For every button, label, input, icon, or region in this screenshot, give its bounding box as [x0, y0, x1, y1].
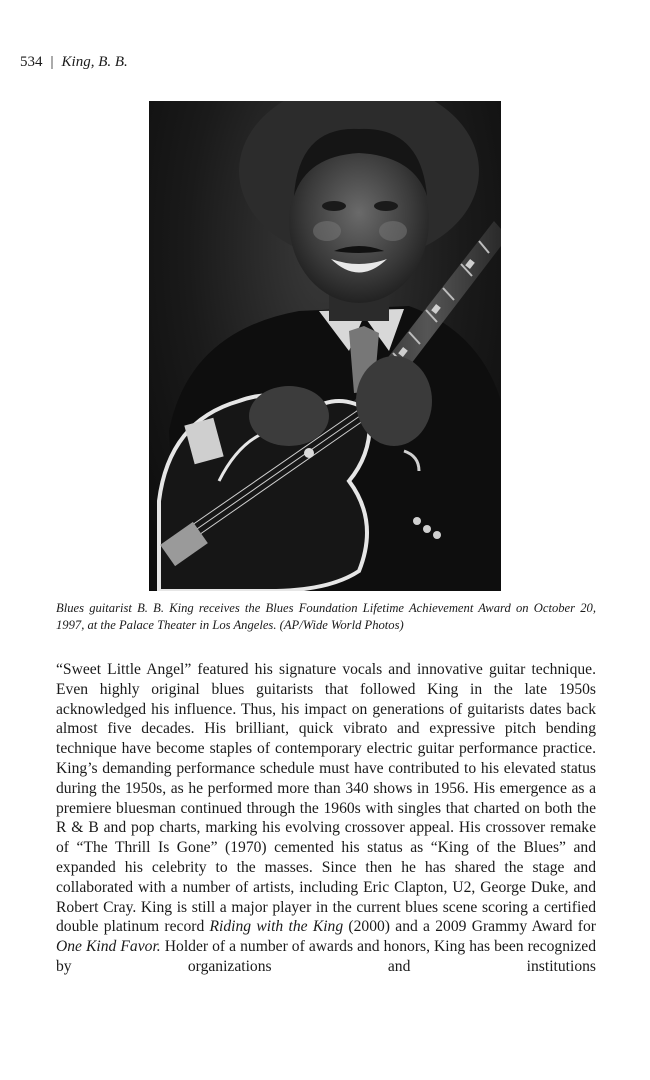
body-paragraph [56, 660, 596, 977]
body-text-part-3: Holder of a number of awards and honors, King has been recognized by organizations and institutions [56, 938, 597, 975]
body-text-part-2: (2000) and a 2009 Grammy Award for [343, 918, 596, 936]
running-head [20, 52, 128, 72]
album-title-riding-with-the-king: Riding with the King [209, 918, 344, 936]
album-title-one-kind-favor: One Kind Favor. [56, 938, 161, 956]
running-head-title: King, B. B. [61, 54, 128, 70]
body-text-part-1: “Sweet Little Angel” featured his signature vocals and innovative guitar technique. Even highly original blues guitarists that followed King in the late 1950s acknowledged his influence. Thus, his impact on generations of guitarists dates back almost five decades. His brilliant, quick vibrato and expressive pitch bending technique have become staples of contemporary electric guitar performance practice. King’s demanding performance schedule must have contributed to his elevated status during the 1950s, as he performed more than 340 shows in 1956. His emergence as a premiere bluesman continued through the 1960s with singles that charted on both the R & B and pop charts, marking his evolving crossover appeal. His crossover remake of “The Thrill Is Gone” (1970) cemented his status as “King of the Blues” and expanded his celebrity to the masses. Since then he has shared the stage and collaborated with a number of artists, including Eric Clapton, U2, George Duke, and Robert Cray. King is still a major player in the current blues scene scoring a certified double platinum record [56, 661, 596, 936]
page-number: 534 [20, 54, 43, 70]
running-head-separator: | [50, 54, 54, 70]
bb-king-photo [149, 101, 501, 591]
photo-caption: Blues guitarist B. B. King receives the Blues Foundation Lifetime Achievement Award on October 20, 1997, at the Palace Theater in Los Angeles. (AP/Wide World Photos) [56, 601, 596, 632]
